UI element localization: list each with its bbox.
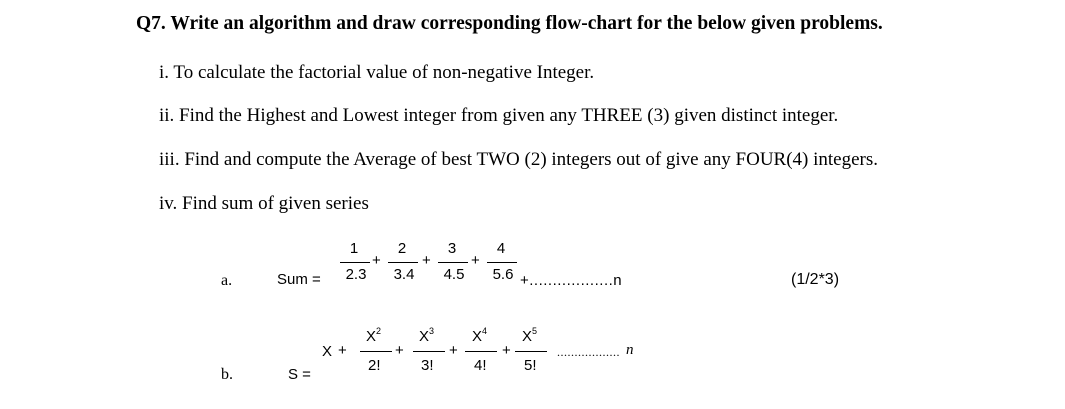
fraction-bar [360,351,392,352]
series-b-x: X [322,343,333,360]
fraction-bar [487,262,517,263]
plus-sign: + [395,342,404,359]
numerator-base: X [522,328,533,345]
fraction-bar [340,262,370,263]
plus-sign: + [502,342,511,359]
denominator: 3.4 [393,266,415,283]
numerator: 4 [496,240,506,257]
series-b-lhs: S = [288,366,311,383]
plus-sign: + [372,252,381,269]
exponent: 2 [376,326,382,336]
series-b-tail-n: n [626,342,634,358]
numerator: 1 [349,240,359,257]
numerator [472,328,487,345]
item-i: i. To calculate the factorial value of non-negative Integer. [159,62,595,83]
fraction-bar [388,262,418,263]
item-iii: iii. Find and compute the Average of best TWO (2) integers out of give any FOUR(4) integers. [159,149,879,170]
fraction-bar [413,351,445,352]
numerator [419,328,434,345]
denominator: 4.5 [443,266,465,283]
denominator: 5! [524,357,537,374]
numerator-base: X [419,328,430,345]
item-iv: iv. Find sum of given series [159,193,369,214]
exponent: 5 [532,326,538,336]
series-a-lhs: Sum = [277,271,321,288]
fraction-bar [465,351,497,352]
numerator: 3 [447,240,457,257]
series-b-tail-dots: .................. [557,345,620,359]
fraction-bar [515,351,547,352]
denominator: 5.6 [492,266,514,283]
numerator: 2 [397,240,407,257]
fraction-bar [438,262,468,263]
denominator: 4! [474,357,487,374]
numerator-base: X [472,328,483,345]
exponent: 4 [482,326,488,336]
plus-sign: + [471,252,480,269]
item-ii: ii. Find the Highest and Lowest integer from given any THREE (3) given distinct integer. [159,105,839,126]
plus-sign: + [449,342,458,359]
denominator: 2.3 [345,266,367,283]
denominator: 3! [421,357,434,374]
series-b-label: b. [221,366,233,383]
exponent: 3 [429,326,435,336]
numerator [522,328,537,345]
plus-sign: + [338,342,347,359]
series-a-label: a. [221,272,233,289]
plus-sign: + [422,252,431,269]
marks-label: (1/2*3) [791,271,840,288]
numerator [366,328,381,345]
numerator-base: X [366,328,377,345]
denominator: 2! [368,357,381,374]
question-title: Q7. Write an algorithm and draw corresponding flow-chart for the below given problems. [136,13,883,34]
series-a-tail: +..................n [520,272,623,289]
